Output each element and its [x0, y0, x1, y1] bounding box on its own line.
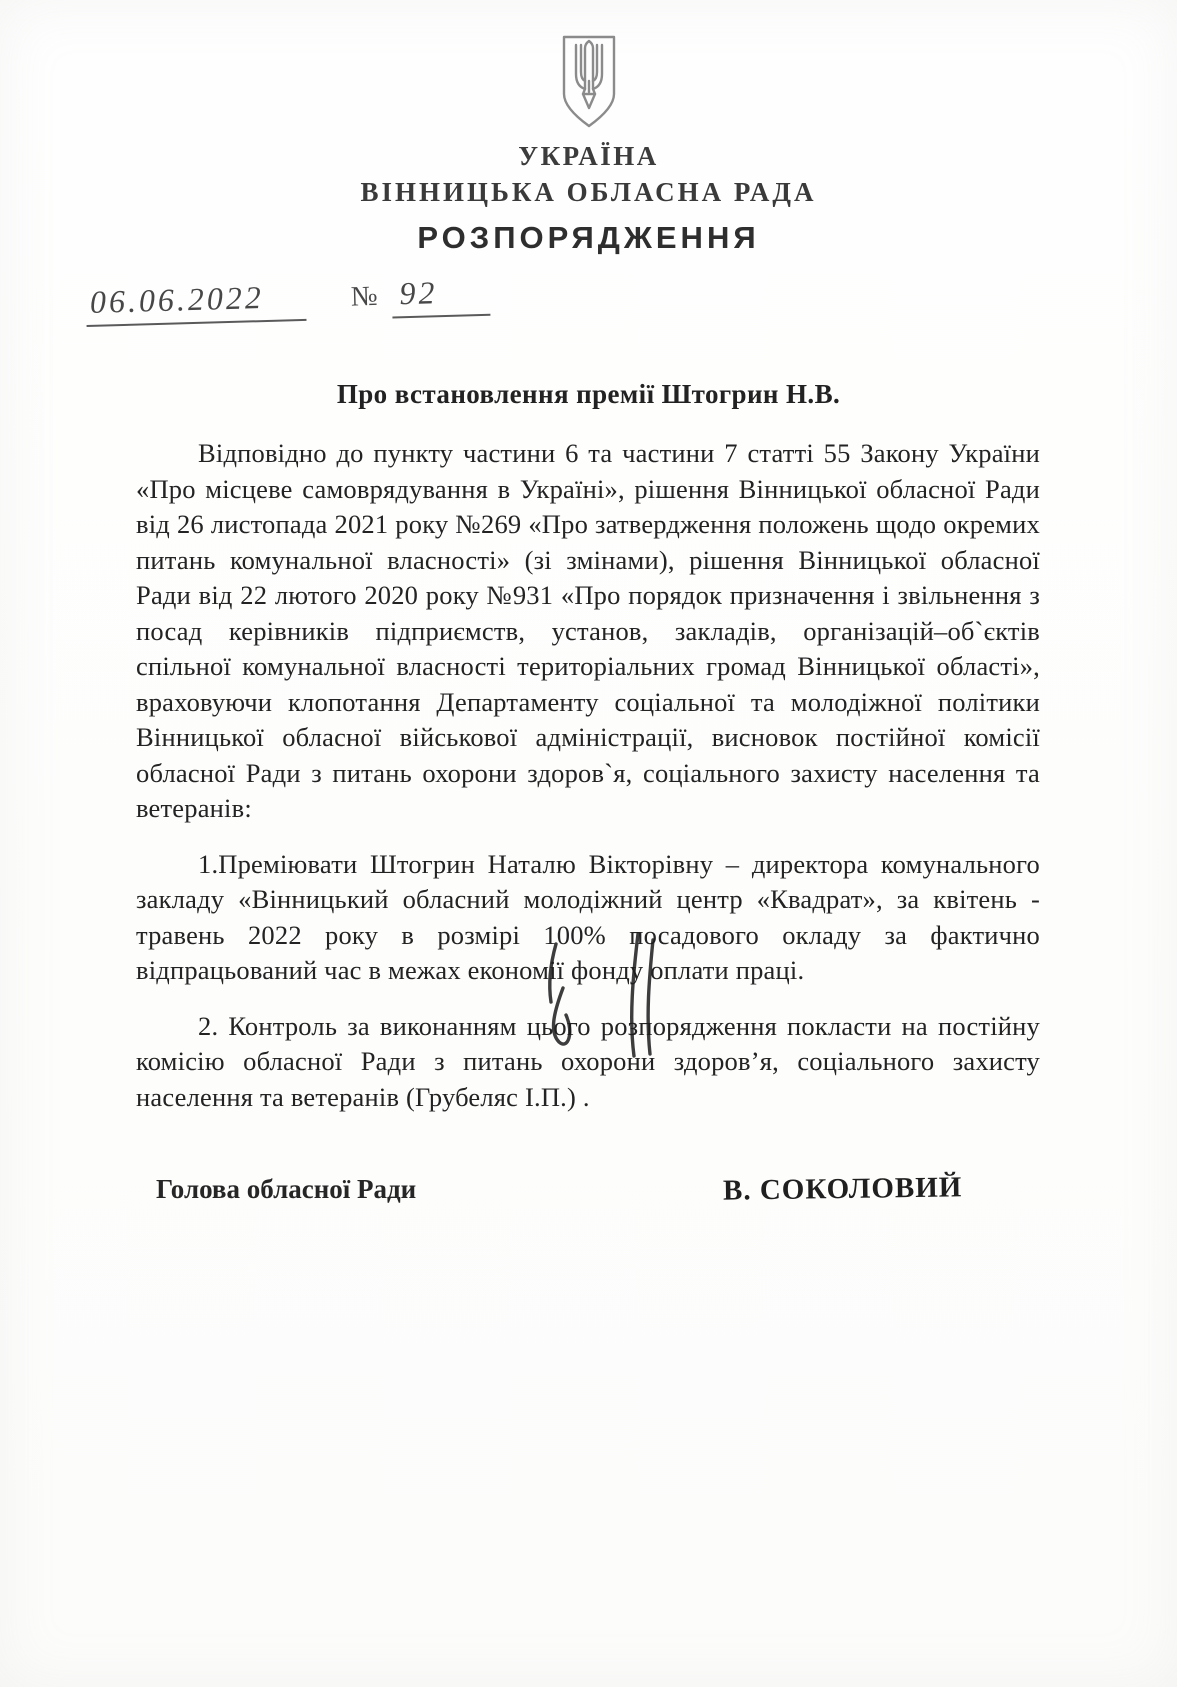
ukraine-trident-emblem-icon	[556, 34, 622, 130]
number-sign: №	[350, 280, 382, 313]
document-title: Про встановлення премії Штогрин Н.В.	[336, 379, 841, 409]
document-header	[0, 0, 1177, 256]
document-type-heading: РОЗПОРЯДЖЕННЯ	[417, 220, 760, 255]
issuing-authority: ВІННИЦЬКА ОБЛАСНА РАДА	[360, 177, 817, 207]
signatory-name: В. СОКОЛОВИЙ	[722, 1171, 963, 1207]
handwritten-date: 06.06.2022	[85, 278, 306, 327]
signature-block	[136, 1173, 1040, 1206]
preamble-paragraph: Відповідно до пункту частини 6 та частини 7 статті 55 Закону України «Про місцеве самоврядування в Україні», рішення Вінницької обласної Ради від 26 листопада 2021 року №269 «Про затвердження положень щодо окремих питань комунальної власності» (зі змінами), рішення Вінницької обласної Ради від 22 лютого 2020 року №931 «Про порядок призначення і звільнення з посад керівників підприємств, установ, закладів, організацій–об`єктів спільної комунальної власності територіальних громад Вінницької області», враховуючи клопотання Департаменту соціальної та молодіжної політики Вінницької обласної військової адміністрації, висновок постійної комісії обласної Ради з питань охорони здоров`я, соціального захисту населення та ветеранів:	[136, 438, 1040, 823]
country-name: УКРАЇНА	[518, 141, 659, 171]
document-body	[136, 436, 1040, 1115]
requisites-line	[85, 254, 1177, 327]
handwritten-number: 92	[391, 273, 490, 319]
signatory-position: Голова обласної Ради	[156, 1174, 417, 1204]
point-1-paragraph: 1.Преміювати Штогрин Наталю Вікторівну – директора комунального закладу «Вінницький обласний молодіжний центр «Квадрат», за квітень - травень 2022 року в розмірі 100% посадового окладу за фактично відпрацьований час в межах економії фонду оплати праці.	[136, 848, 1040, 985]
point-2-paragraph: 2. Контроль за виконанням цього розпорядження покласти на постійну комісію обласної Ради з питань охорони здоров’я, соціального захисту населення та ветеранів (Грубеляс І.П.) .	[136, 1010, 1040, 1112]
